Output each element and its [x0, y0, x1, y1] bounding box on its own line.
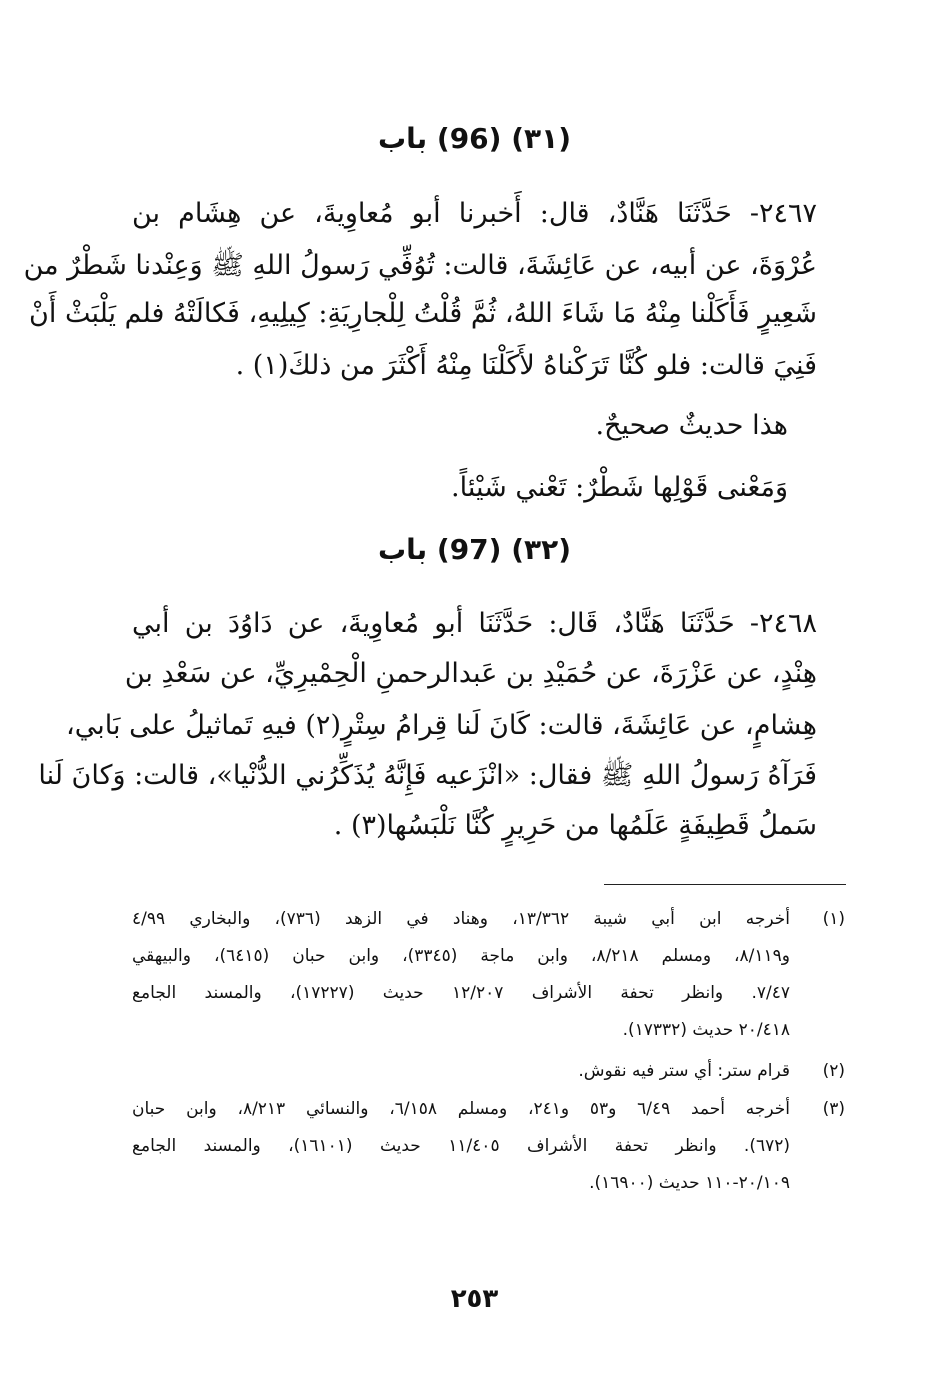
footnote-3-line-1: أخرجه أحمد ٦/٤٩ و٥٣ و٢٤١، ومسلم ٦/١٥٨، والنسائي ٨/٢١٣، وابن حبان: [132, 1099, 790, 1119]
hadith-grade: هذا حديثٌ صحيحٌ.: [595, 410, 788, 441]
footnote-1-line-3: ٧/٤٧. وانظر تحفة الأشراف ١٢/٢٠٧ حديث (١٧٢٢٧)، والمسند الجامع: [132, 983, 791, 1003]
footnote-3-line-2: (٦٧٢). وانظر تحفة الأشراف ١١/٤٠٥ حديث (١٦١٠١)، والمسند الجامع: [132, 1136, 791, 1156]
page-number: ٢٥٣: [450, 1284, 499, 1314]
word-meaning-note: وَمَعْنى قَوْلِها شَطْرٌ: تَعْني شَيْئاً.: [451, 472, 788, 503]
footnote-3-number: (٣): [822, 1099, 845, 1119]
footnote-separator: [604, 884, 846, 885]
hadith-2468-line-5: سَملُ قَطِيفَةٍ عَلَمُها من حَرِيرٍ كُنَّا نَلْبَسُها(٣) .: [333, 810, 817, 841]
hadith-2467-line-1: ٢٤٦٧- حَدَّثَنَا هَنَّادٌ، قال: أَخبرنا أبو مُعاوِيةَ، عن هِشَام بن: [132, 198, 817, 229]
footnote-1-line-4: ٢٠/٤١٨ حديث (١٧٣٣٢).: [622, 1020, 790, 1040]
hadith-2467-line-2: عُرْوَةَ، عن أبيه، عن عَائِشَةَ، قالت: تُوُفِّي رَسولُ اللهِ ﷺ وَعِنْدنا شَطْرٌ من: [23, 250, 817, 281]
chapter-heading-32: (٣٢) (97) باب: [377, 533, 571, 566]
footnote-2-line-1: قرام ستر: أي ستر فيه نقوش.: [578, 1061, 790, 1081]
hadith-2468-line-4: فَرَآهُ رَسولُ اللهِ ﷺ فقال: «انْزَعيه فَإِنَّهُ يُذَكِّرُني الدُّنْيا»، قالت: وَكانَ لَنا: [38, 760, 817, 791]
hadith-2468-line-1: ٢٤٦٨- حَدَّثَنَا هَنَّادٌ، قَال: حَدَّثَنَا أبو مُعاوِيةَ، عن دَاوُدَ بن أبي: [132, 608, 817, 639]
footnote-1-number: (١): [822, 909, 845, 929]
chapter-heading-31: (٣١) (96) باب: [377, 122, 571, 155]
hadith-2467-line-4: فَنِيَ قالت: فلو كُنَّا تَرَكْناهُ لأَكَلْنَا مِنْهُ أَكْثَرَ من ذلكَ(١) .: [235, 350, 817, 381]
footnote-2-number: (٢): [822, 1061, 845, 1081]
hadith-2468-line-2: هِنْدٍ، عن عَزْرَةَ، عن حُمَيْدِ بن عَبدالرحمنِ الْحِمْيرِيِّ، عن سَعْدِ بن: [124, 658, 817, 689]
hadith-2467-line-3: شَعِيرٍ فَأَكَلْنا مِنْهُ مَا شَاءَ اللهُ، ثُمَّ قُلْتُ لِلْجارِيَةِ: كِيلِيهِ، فَكالَتْهُ فلم يَلْبَثْ أَنْ: [29, 298, 817, 329]
footnote-3-line-3: ٢٠/١٠٩-١١٠ حديث (١٦٩٠٠).: [589, 1173, 790, 1193]
footnote-1-line-2: و٨/١١٩، ومسلم ٨/٢١٨، وابن ماجة (٣٣٤٥)، وابن حبان (٦٤١٥)، والبيهقي: [132, 946, 791, 966]
footnote-1-line-1: أخرجه ابن أبي شيبة ١٣/٣٦٢، وهناد في الزهد (٧٣٦)، والبخاري ٤/٩٩: [132, 909, 791, 929]
hadith-2468-line-3: هِشامٍ، عن عَائِشَةَ، قالت: كَانَ لَنا قِرامُ سِتْرٍ(٢) فيهِ تَماثيلُ على بَابي،: [66, 710, 817, 741]
